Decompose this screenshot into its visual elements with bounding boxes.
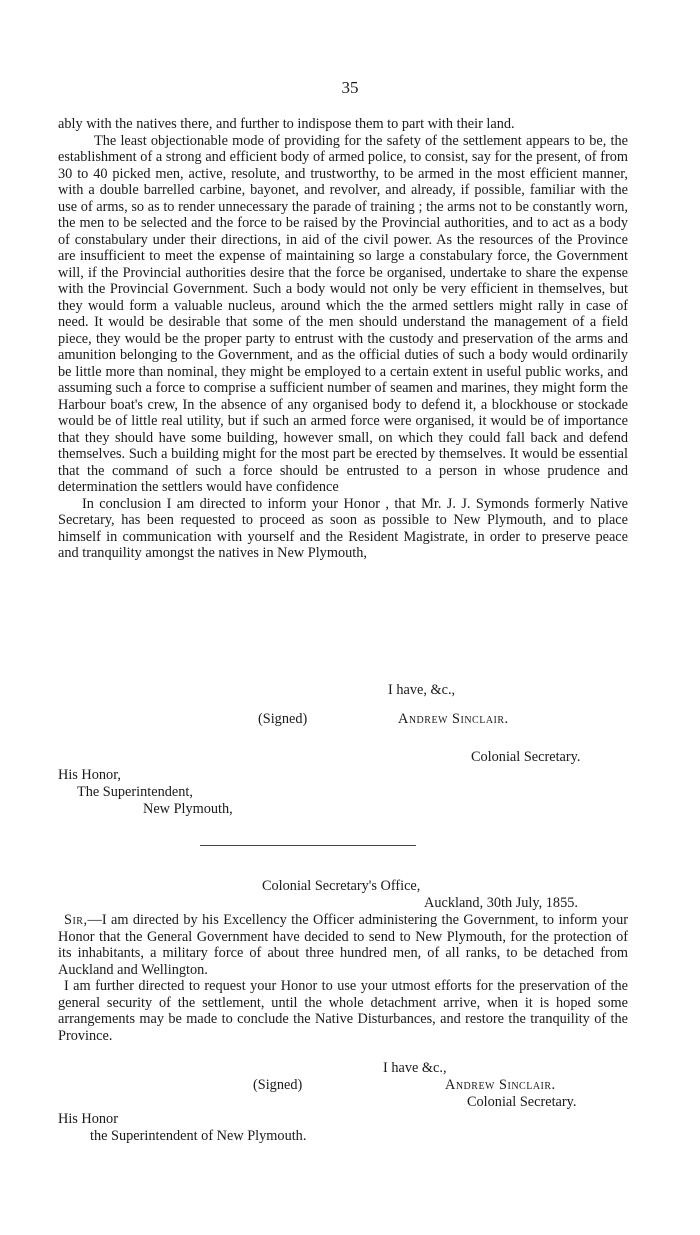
letter2-closing: I have &c., xyxy=(383,1060,447,1076)
carryover-paragraph: ably with the natives there, and further to indispose them to part with their land. xyxy=(58,116,515,132)
letter1-signer-title: Colonial Secretary. xyxy=(471,749,581,765)
letter2-office: Colonial Secretary's Office, xyxy=(262,878,421,894)
letter2-paragraph-2: I am further directed to request your Honor to use your utmost efforts for the preservation of the general security of the settlement, until the whole detachment arrive, when it is hoped some arrangements may be made to conclude the Native Disturbances, and restore the tranquility of the Province. xyxy=(58,978,628,1044)
letter2-signer: Andrew Sinclair. xyxy=(445,1077,556,1093)
letter2-paragraph-1-text: —I am directed by his Excellency the Officer administering the Government, to inform your Honor that the General Government have decided to send to New Plymouth, for the protection of its inhabitants, a military force of about three hundred men, of all ranks, to be detached from Auckland and Wellington. xyxy=(58,912,628,978)
letter1-signer: Andrew Sinclair. xyxy=(398,711,509,727)
letter2-addressee-line-2: the Superintendent of New Plymouth. xyxy=(90,1128,307,1144)
letter2-paragraph-1 xyxy=(58,912,628,978)
letter1-paragraph-1: The least objectionable mode of providing for the safety of the settlement appears to be, the establishment of a strong and efficient body of armed police, to consist, say for the present, of from 30 to 40 picked men, active, resolute, and trustworthy, to be armed in the most efficient manner, with a double barrelled carbine, bayonet, and revolver, and already, if possible, familiar with the use of arms, so as to render unnecessary the parade of training ; the arms not to be constantly worn, the men to be selected and the force to be raised by the Provincial authorities, and to act as a body of constabulary under their directions, in aid of the civil power. As the resources of the Province are insufficient to meet the expense of maintaining so large a constabulary force, the Government will, if the Provincial authorities desire that the force be organised, undertake to share the expense with the Provincial Government. Such a body would not only be very efficient in themselves, but they would form a valuable nucleus, around which the the armed settlers might rally in case of need. It would be desirable that some of the men should understand the management of a field piece, they would be the proper party to entrust with the custody and preservation of the arms and amunition belonging to the Government, and as the official duties of such a body would ordinarily be little more than nominal, they might be employed to a certain extent in useful public works, and assuming such a force to comprise a sufficient number of seamen and marines, they might form the Harbour boat's crew, In the absence of any organised body to defend it, a blockhouse or stockade would be of little real utility, but if such an armed force were organised, it would be of importance that they should have some building, however small, on which they could fall back and defend themselves. Such a building might for the most part be erected by themselves. It would be essential that the command of such a force should be entrusted to a person in whose prudence and determination the settlers would have confidence xyxy=(58,132,628,495)
letter2-signer-title: Colonial Secretary. xyxy=(467,1094,577,1110)
letter2-signed: (Signed) xyxy=(253,1077,303,1093)
page-number: 35 xyxy=(341,78,359,97)
letter1-closing: I have, &c., xyxy=(388,682,456,698)
section-divider xyxy=(200,845,416,846)
letter1-addressee-line-3: New Plymouth, xyxy=(143,801,233,817)
letter1-addressee-line-1: His Honor, xyxy=(58,767,121,783)
letter2-body xyxy=(58,912,628,1044)
letter2-addressee-line-1: His Honor xyxy=(58,1111,118,1127)
letter1-body xyxy=(58,116,628,562)
letter2-place-date: Auckland, 30th July, 1855. xyxy=(424,895,578,911)
letter1-paragraph-2: In conclusion I am directed to inform your Honor , that Mr. J. J. Symonds formerly Native Secretary, has been requested to proceed as soon as possible to New Plymouth, and to place himself in communication with yourself and the Resident Magistrate, in order to preserve peace and tranquility amongst the natives in New Plymouth, xyxy=(58,495,628,561)
letter1-addressee-line-2: The Superintendent, xyxy=(77,784,193,800)
letter2-salutation: Sir, xyxy=(64,912,88,928)
letter1-signed: (Signed) xyxy=(258,711,308,727)
